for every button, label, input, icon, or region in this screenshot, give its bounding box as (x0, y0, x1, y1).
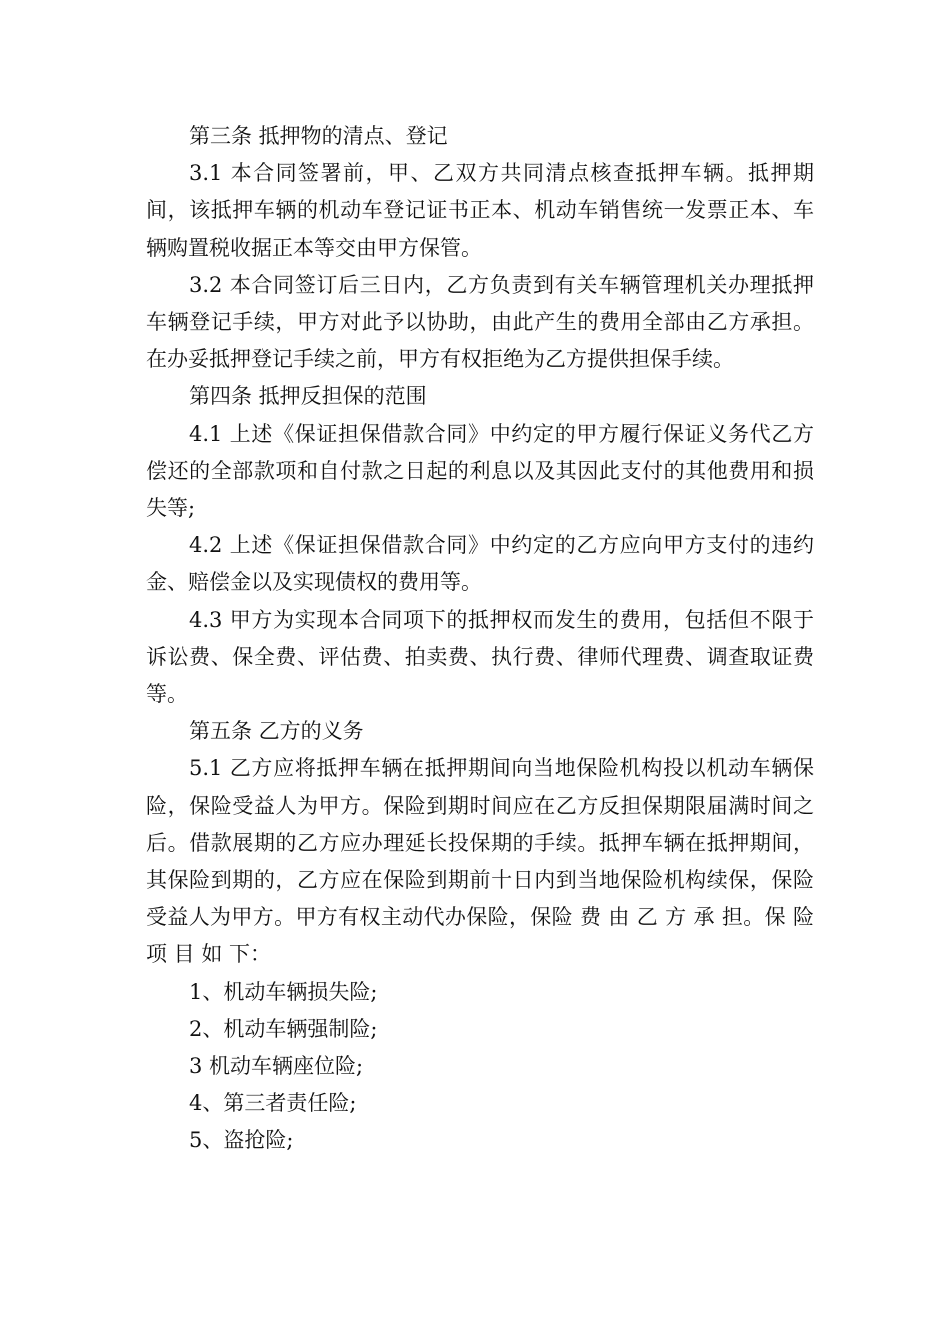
list-item-3: 3 机动车辆座位险; (189, 1054, 364, 1079)
list-item-1: 1、机动车辆损失险; (189, 979, 378, 1004)
document-body (146, 118, 814, 1160)
paragraph-4-3: 4.3 甲方为实现本合同项下的抵押权而发生的费用，包括但不限于诉讼费、保全费、评估费、拍卖费、执行费、律师代理费、调查取证费等。 (146, 607, 814, 707)
paragraph-5-1: 5.1 乙方应将抵押车辆在抵押期间向当地保险机构投以机动车辆保险，保险受益人为甲方。保险到期时间应在乙方反担保期限届满时间之后。借款展期的乙方应办理延长投保期的手续。抵押车辆在抵押期间，其保险到期的，乙方应在保险到期前十日内到当地保险机构续保，保险受益人为甲方。甲方有权主动代办保险，保险 费 由 乙 方 承 担。保 险 项 目 如 下： (146, 756, 814, 967)
paragraph-3-1: 3.1 本合同签署前，甲、乙双方共同清点核查抵押车辆。抵押期间，该抵押车辆的机动车登记证书正本、机动车销售统一发票正本、车辆购置税收据正本等交由甲方保管。 (146, 161, 814, 260)
paragraph-4-1: 4.1 上述《保证担保借款合同》中约定的甲方履行保证义务代乙方偿还的全部款项和自付款之日起的利息以及其因此支付的其他费用和损失等; (146, 421, 814, 521)
list-item-4: 4、第三者责任险; (189, 1091, 357, 1116)
list-item-5: 5、盗抢险; (189, 1128, 294, 1153)
section-heading-5: 第五条 乙方的义务 (189, 719, 364, 744)
section-heading-4: 第四条 抵押反担保的范围 (189, 384, 427, 409)
paragraph-3-2: 3.2 本合同签订后三日内，乙方负责到有关车辆管理机关办理抵押车辆登记手续，甲方对此予以协助，由此产生的费用全部由乙方承担。在办妥抵押登记手续之前，甲方有权拒绝为乙方提供担保手续。 (146, 272, 814, 372)
section-heading-3: 第三条 抵押物的清点、登记 (189, 124, 448, 148)
list-item-2: 2、机动车辆强制险; (189, 1016, 378, 1041)
paragraph-4-2: 4.2 上述《保证担保借款合同》中约定的乙方应向甲方支付的违约金、赔偿金以及实现债权的费用等。 (146, 533, 814, 595)
